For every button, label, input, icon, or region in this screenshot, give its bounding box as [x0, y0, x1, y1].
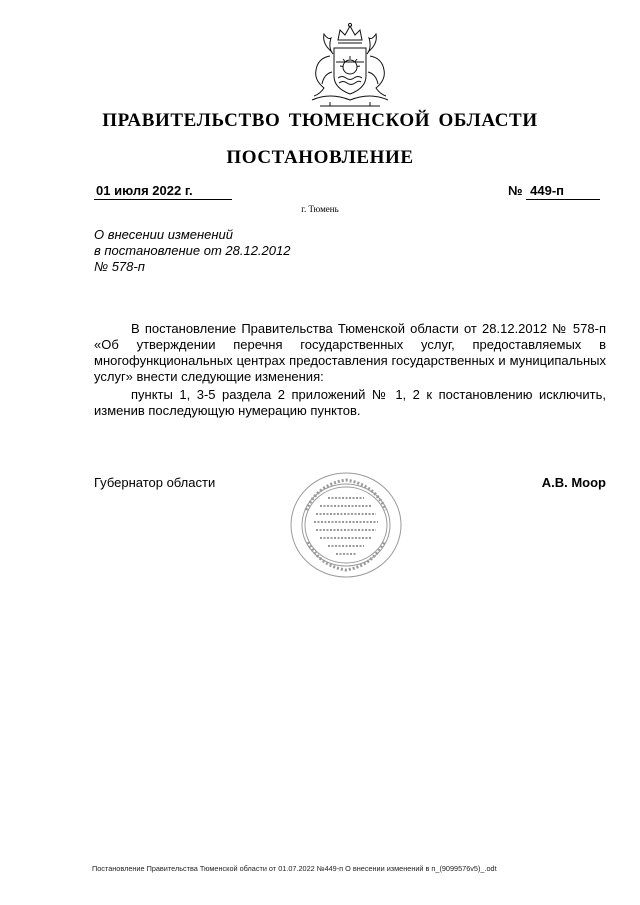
government-title: ПРАВИТЕЛЬСТВО ТЮМЕНСКОЙ ОБЛАСТИ [102, 110, 538, 131]
coat-of-arms-icon [300, 22, 400, 110]
subject-line: в постановление от 28.12.2012 [94, 243, 291, 258]
body-paragraph: В постановление Правительства Тюменской области от 28.12.2012 № 578-п «Об утверждении перечня государственных услуг, предоставляемых в многофункциональных центрах предоставления государственных и муниципальных услуг» внести следующие изменения: [94, 321, 606, 384]
document-footer: Постановление Правительства Тюменской области от 01.07.2022 №449-п О внесении изменений в п_(9099576v5)_.odt [92, 864, 497, 873]
body-paragraph: пункты 1, 3-5 раздела 2 приложений № 1, 2 к постановлению исключить, изменив последующую нумерацию пунктов. [94, 387, 606, 418]
document-number [508, 183, 604, 200]
city-label: г. Тюмень [301, 204, 339, 214]
document-date: 01 июля 2022 г. [94, 183, 232, 200]
signer-role: Губернатор области [94, 475, 216, 490]
subject-line: О внесении изменений [94, 227, 233, 242]
document-type: ПОСТАНОВЛЕНИЕ [226, 147, 414, 168]
document-subject [94, 227, 354, 275]
subject-line: № 578-п [94, 259, 145, 274]
signer-name: А.В. Моор [541, 475, 606, 490]
number-value: 449-п [526, 183, 600, 200]
official-seal-stamp [288, 470, 404, 580]
document-body [94, 321, 606, 419]
number-prefix: № [508, 183, 523, 198]
